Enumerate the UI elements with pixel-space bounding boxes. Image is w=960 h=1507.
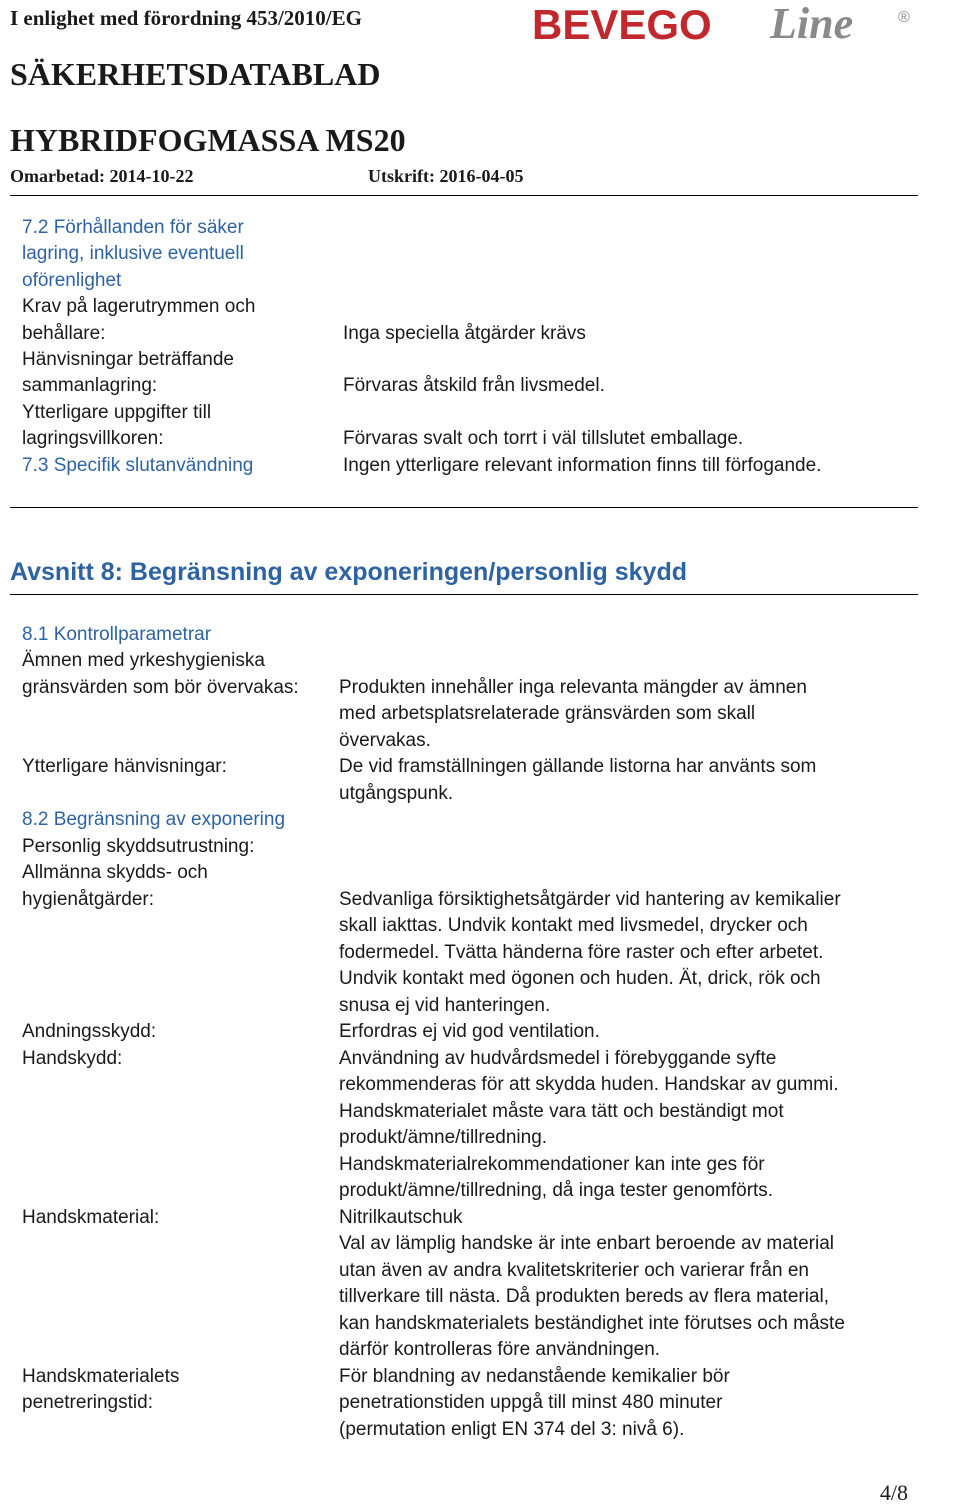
hygiene-label-line-2: hygienåtgärder:	[22, 889, 155, 910]
sub73-value: Ingen ytterligare relevant information finns till förfogande.	[343, 455, 822, 476]
ppe-label: Personlig skyddsutrustning:	[22, 836, 255, 857]
refs-label: Ytterligare hänvisningar:	[22, 756, 227, 777]
penetration-value-line-1: För blandning av nedanstående kemikalier bör	[339, 1366, 730, 1387]
hygiene-value-line-1: Sedvanliga försiktighetsåtgärder vid hantering av kemikalier	[339, 889, 841, 910]
hand-value-line-6: produkt/ämne/tillredning, då inga tester genomförts.	[339, 1180, 774, 1201]
refs-value-line-1: De vid framställningen gällande listorna har använts som	[339, 756, 817, 777]
hand-value-line-5: Handskmaterialrekommendationer kan inte ges för	[339, 1154, 765, 1175]
material-value-line-3: utan även av andra kvalitetskriterier och varierar från en	[339, 1260, 809, 1281]
logo-registered-mark: ®	[898, 9, 910, 26]
page-number: 4/8	[879, 1480, 908, 1505]
sub72-title-line-2: lagring, inklusive eventuell	[22, 243, 244, 264]
logo-script-text: Line	[770, 0, 854, 48]
hand-protection-label: Handskydd:	[22, 1048, 123, 1069]
storage-conditions-value: Förvaras svalt och torrt i väl tillslutet emballage.	[343, 428, 744, 449]
hygiene-value-line-5: snusa ej vid hanteringen.	[339, 995, 551, 1016]
storage-conditions-label-line-1: Ytterligare uppgifter till	[22, 402, 212, 423]
hygiene-value-line-3: fodermedel. Tvätta händerna före raster och efter arbetet.	[339, 942, 824, 963]
sub72-title-line-1: 7.2 Förhållanden för säker	[22, 217, 244, 238]
sub72-title-line-3: oförenlighet	[22, 270, 122, 291]
limits-label-line-1: Ämnen med yrkeshygieniska	[22, 650, 265, 671]
mixed-storage-label-line-2: sammanlagring:	[22, 375, 158, 396]
storage-value: Inga speciella åtgärder krävs	[343, 323, 586, 344]
section-divider-top	[10, 507, 918, 508]
penetration-value-line-3: (permutation enligt EN 374 del 3: nivå 6).	[339, 1419, 685, 1440]
sub81-title: 8.1 Kontrollparametrar	[22, 624, 212, 645]
sub82-title: 8.2 Begränsning av exponering	[22, 809, 286, 830]
glove-material-label: Handskmaterial:	[22, 1207, 160, 1228]
header-divider	[10, 195, 918, 196]
document-type-title: SÄKERHETSDATABLAD	[10, 56, 381, 92]
limits-label-line-2: gränsvärden som bör övervakas:	[22, 677, 299, 698]
penetration-label-line-2: penetreringstid:	[22, 1392, 153, 1413]
section-8-title: Avsnitt 8: Begränsning av exponeringen/personlig skydd	[10, 558, 687, 586]
revision-date: Omarbetad: 2014-10-22	[10, 166, 194, 186]
material-value-line-6: därför kontrolleras före användningen.	[339, 1339, 661, 1360]
storage-label-line-1: Krav på lagerutrymmen och	[22, 296, 256, 317]
sub73-label: 7.3 Specifik slutanvändning	[22, 455, 254, 476]
hand-value-line-1: Användning av hudvårdsmedel i förebyggande syfte	[339, 1048, 777, 1069]
print-date: Utskrift: 2016-04-05	[368, 166, 524, 186]
penetration-value-line-2: penetrationstiden uppgå till minst 480 minuter	[339, 1392, 723, 1413]
regulation-text: I enlighet med förordning 453/2010/EG	[10, 6, 362, 30]
product-name: HYBRIDFOGMASSA MS20	[10, 122, 406, 158]
limits-value-line-1: Produkten innehåller inga relevanta mängder av ämnen	[339, 677, 807, 698]
mixed-storage-label-line-1: Hänvisningar beträffande	[22, 349, 234, 370]
hand-value-line-4: produkt/ämne/tillredning.	[339, 1127, 548, 1148]
hygiene-value-line-2: skall iakttas. Undvik kontakt med livsmedel, drycker och	[339, 915, 808, 936]
respiratory-value: Erfordras ej vid god ventilation.	[339, 1021, 600, 1042]
section-8-divider	[10, 594, 918, 595]
mixed-storage-value: Förvaras åtskild från livsmedel.	[343, 375, 605, 396]
bevego-line-logo	[532, 0, 948, 52]
limits-value-line-3: övervakas.	[339, 730, 431, 751]
storage-conditions-label-line-2: lagringsvillkoren:	[22, 428, 164, 449]
storage-label-line-2: behållare:	[22, 323, 106, 344]
hand-value-line-2: rekommenderas för att skydda huden. Handskar av gummi.	[339, 1074, 839, 1095]
hygiene-label-line-1: Allmänna skydds- och	[22, 862, 208, 883]
hand-value-line-3: Handskmaterialet måste vara tätt och beständigt mot	[339, 1101, 784, 1122]
material-value-line-4: tillverkare till nästa. Då produkten bereds av flera material,	[339, 1286, 830, 1307]
refs-value-line-2: utgångspunk.	[339, 783, 454, 804]
material-value-line-5: kan handskmaterialets beständighet inte förutses och måste	[339, 1313, 845, 1334]
material-value-line-1: Nitrilkautschuk	[339, 1207, 463, 1228]
limits-value-line-2: med arbetsplatsrelaterade gränsvärden som skall	[339, 703, 756, 724]
penetration-label-line-1: Handskmaterialets	[22, 1366, 180, 1387]
logo-main-text: BEVEGO	[532, 1, 712, 48]
respiratory-label: Andningsskydd:	[22, 1021, 157, 1042]
material-value-line-2: Val av lämplig handske är inte enbart beroende av material	[339, 1233, 834, 1254]
hygiene-value-line-4: Undvik kontakt med ögonen och huden. Ät, drick, rök och	[339, 968, 821, 989]
